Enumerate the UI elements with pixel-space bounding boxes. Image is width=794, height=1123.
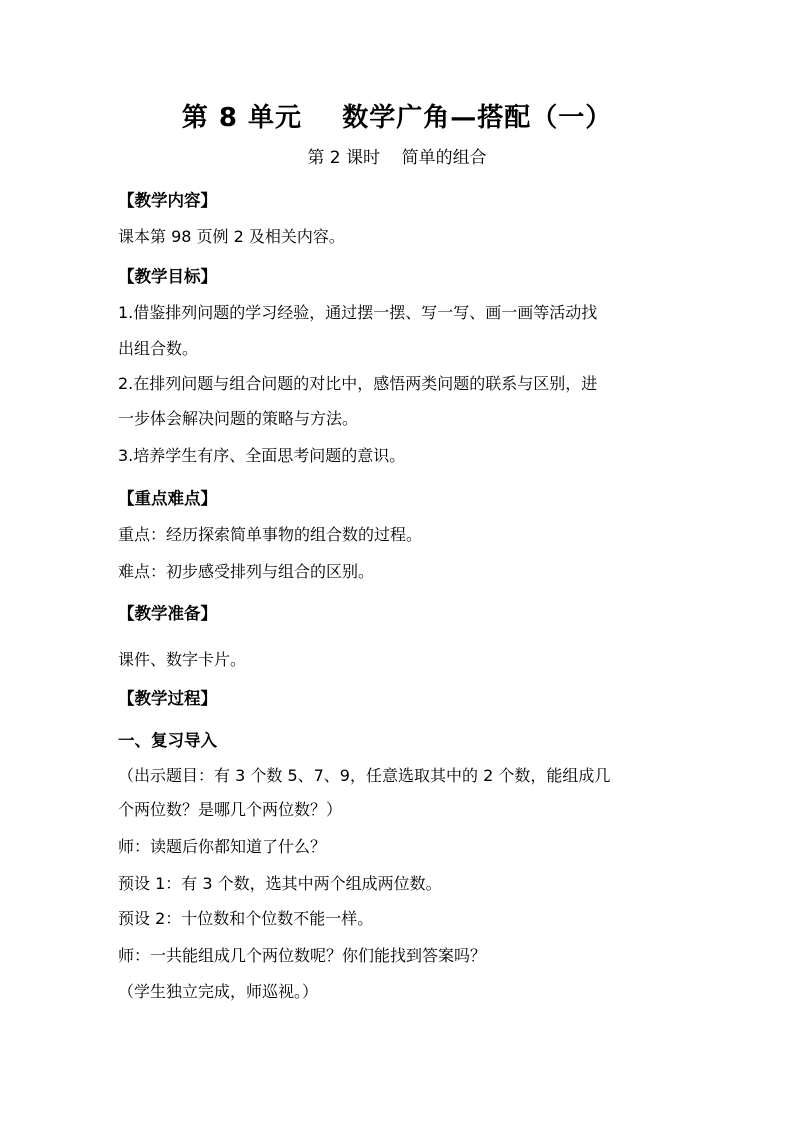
teaching-content-text: 课本第 98 页例 2 及相关内容。 [118, 227, 345, 246]
teaching-process-heading: 【教学过程】 [118, 689, 217, 708]
teaching-content-heading: 【教学内容】 [118, 191, 217, 210]
difficult-point-text: 难点：初步感受排列与组合的区别。 [118, 562, 375, 581]
teacher-line-1: 师：读题后你都知道了什么？ [118, 837, 327, 856]
student-note: （学生独立完成，师巡视。） [118, 982, 319, 1001]
goal-3: 3.培养学生有序、全面思考问题的意识。 [118, 446, 406, 465]
goal-2-line-2: 一步体会解决问题的策略与方法。 [118, 409, 359, 428]
key-point-text: 重点：经历探索简单事物的组合数的过程。 [118, 525, 423, 544]
preset-2: 预设 2：十位数和个位数不能一样。 [118, 909, 374, 928]
goal-2-line-1: 2.在排列问题与组合问题的对比中，感悟两类问题的联系与区别，进 [118, 374, 598, 393]
preset-1: 预设 1：有 3 个数，选其中两个组成两位数。 [118, 874, 442, 893]
question-line-2: 个两位数？是哪几个两位数？） [118, 800, 343, 819]
key-difficult-points-heading: 【重点难点】 [118, 489, 217, 508]
goal-1-line-2: 出组合数。 [118, 339, 199, 358]
part-1-heading: 一、复习导入 [118, 731, 217, 750]
lesson-subtitle: 第 2 课时 简单的组合 [307, 148, 487, 168]
question-line-1: （出示题目：有 3 个数 5、7、9，任意选取其中的 2 个数，能组成几 [118, 766, 611, 785]
teacher-line-2: 师：一共能组成几个两位数呢？你们能找到答案吗？ [118, 946, 487, 965]
teaching-goals-heading: 【教学目标】 [118, 267, 217, 286]
teaching-preparation-text: 课件、数字卡片。 [118, 650, 247, 669]
teaching-preparation-heading: 【教学准备】 [118, 604, 217, 623]
unit-title: 第 8 单元 数学广角—搭配（一） [181, 103, 613, 133]
goal-1-line-1: 1.借鉴排列问题的学习经验，通过摆一摆、写一写、画一画等活动找 [118, 303, 598, 322]
